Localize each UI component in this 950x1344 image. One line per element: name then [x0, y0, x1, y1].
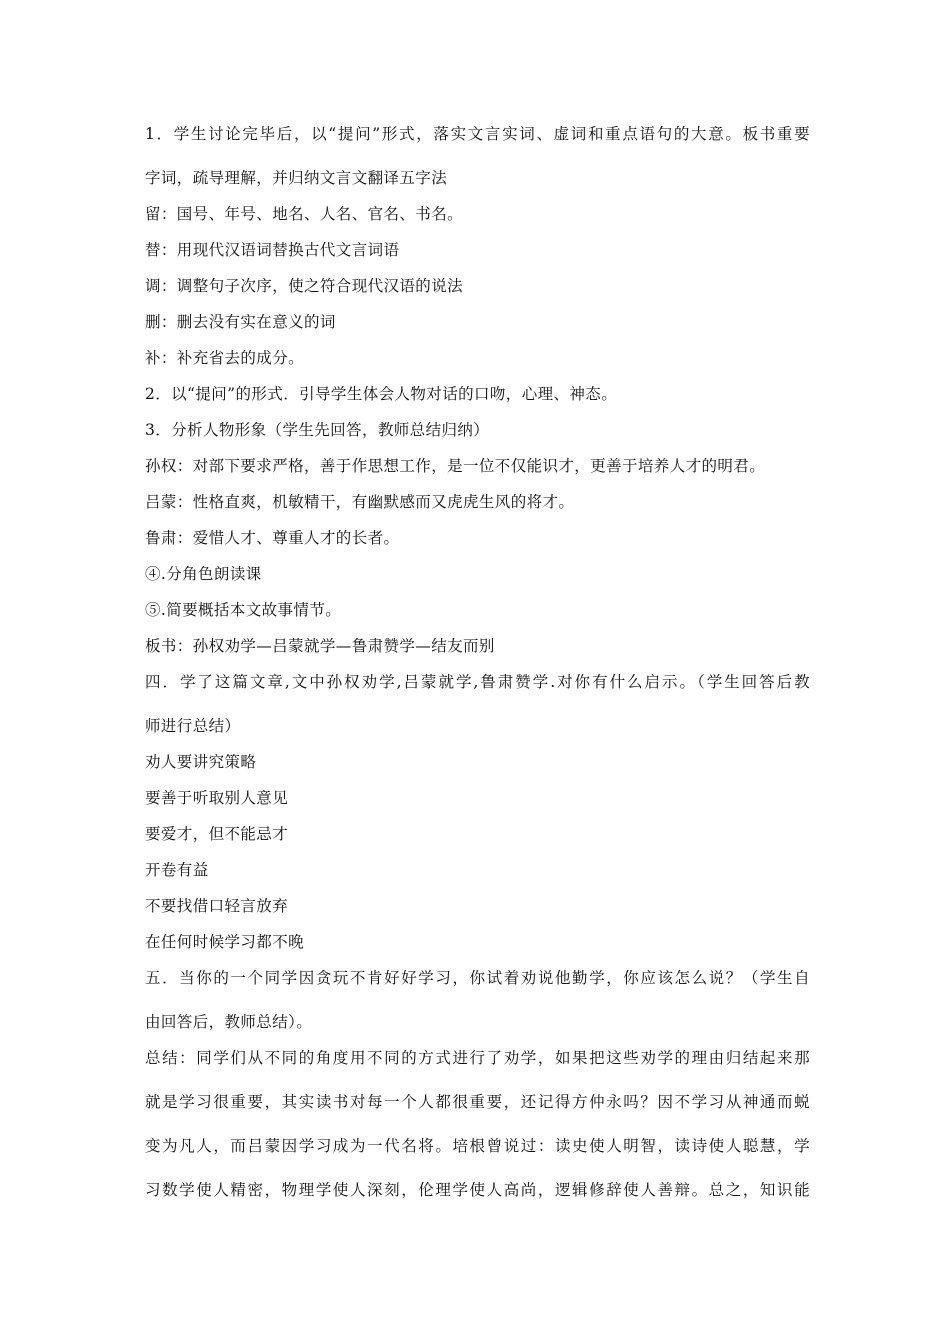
method-retain-line: 留：国号、年号、地名、人名、官名、书名。	[145, 205, 464, 223]
character-sunquan-line: 孙权：对部下要求严格，善于作思想工作，是一位不仅能识才，更善于培养人才的明君。	[145, 457, 766, 475]
section-5-line-2: 由回答后，教师总结）。	[145, 1013, 313, 1031]
method-adjust-line: 调：调整句子次序，使之符合现代汉语的说法	[145, 277, 464, 295]
takeaway-line-3: 要爱才，但不能忌才	[145, 825, 289, 843]
document-body	[145, 124, 810, 1200]
character-lusu-line: 鲁肃：爱惜人才、尊重人才的长者。	[145, 529, 400, 547]
method-delete-line: 删：删去没有实在意义的词	[145, 313, 336, 331]
step-3-line: 3．分析人物形象（学生先回答，教师总结归纳）	[145, 421, 490, 439]
method-supplement-line: 补：补充省去的成分。	[145, 349, 305, 367]
section-4-line-1: 四．学了这篇文章,文中孙权劝学,吕蒙就学,鲁肃赞学.对你有什么启示。（学生回答后教	[145, 673, 810, 691]
paragraph-line-2: 字词，疏导理解，并归纳文言文翻译五字法	[145, 169, 448, 187]
conclusion-line-1: 总结：同学们从不同的角度用不同的方式进行了劝学，如果把这些劝学的理由归结起来那	[145, 1049, 810, 1067]
conclusion-line-4: 习数学使人精密，物理学使人深刻，伦理学使人高尚，逻辑修辞使人善辩。总之，知识能	[145, 1181, 810, 1199]
conclusion-line-3: 变为凡人，而吕蒙因学习成为一代名将。培根曾说过：读史使人明智，读诗使人聪慧，学	[145, 1137, 810, 1155]
character-lvmeng-line: 吕蒙：性格直爽，机敏精干，有幽默感而又虎虎生风的将才。	[145, 493, 575, 511]
takeaway-line-5: 不要找借口轻言放弃	[145, 897, 289, 915]
step-4-line: ④.分角色朗读课	[145, 565, 262, 583]
method-replace-line: 替：用现代汉语词替换古代文言词语	[145, 241, 400, 259]
takeaway-line-6: 在任何时候学习都不晚	[145, 933, 305, 951]
step-5-line: ⑤.简要概括本文故事情节。	[145, 601, 342, 619]
section-4-line-2: 师进行总结）	[145, 717, 241, 735]
takeaway-line-2: 要善于听取别人意见	[145, 789, 289, 807]
section-5-line-1: 五．当你的一个同学因贪玩不肯好好学习，你试着劝说他勤学，你应该怎么说？（学生自	[145, 969, 810, 987]
takeaway-line-1: 劝人要讲究策略	[145, 753, 257, 771]
blackboard-summary-line: 板书：孙权劝学—吕蒙就学—鲁肃赞学—结友而别	[145, 637, 495, 655]
step-2-line: 2．以“提问”的形式．引导学生体会人物对话的口吻，心理、神态。	[145, 385, 618, 403]
paragraph-line-1: 1．学生讨论完毕后，以“提问”形式，落实文言实词、虚词和重点语句的大意。板书重要	[145, 125, 810, 143]
conclusion-line-2: 就是学习很重要，其实读书对每一个人都很重要，还记得方仲永吗？因不学习从神通而蜕	[145, 1093, 810, 1111]
takeaway-line-4: 开卷有益	[145, 861, 209, 879]
